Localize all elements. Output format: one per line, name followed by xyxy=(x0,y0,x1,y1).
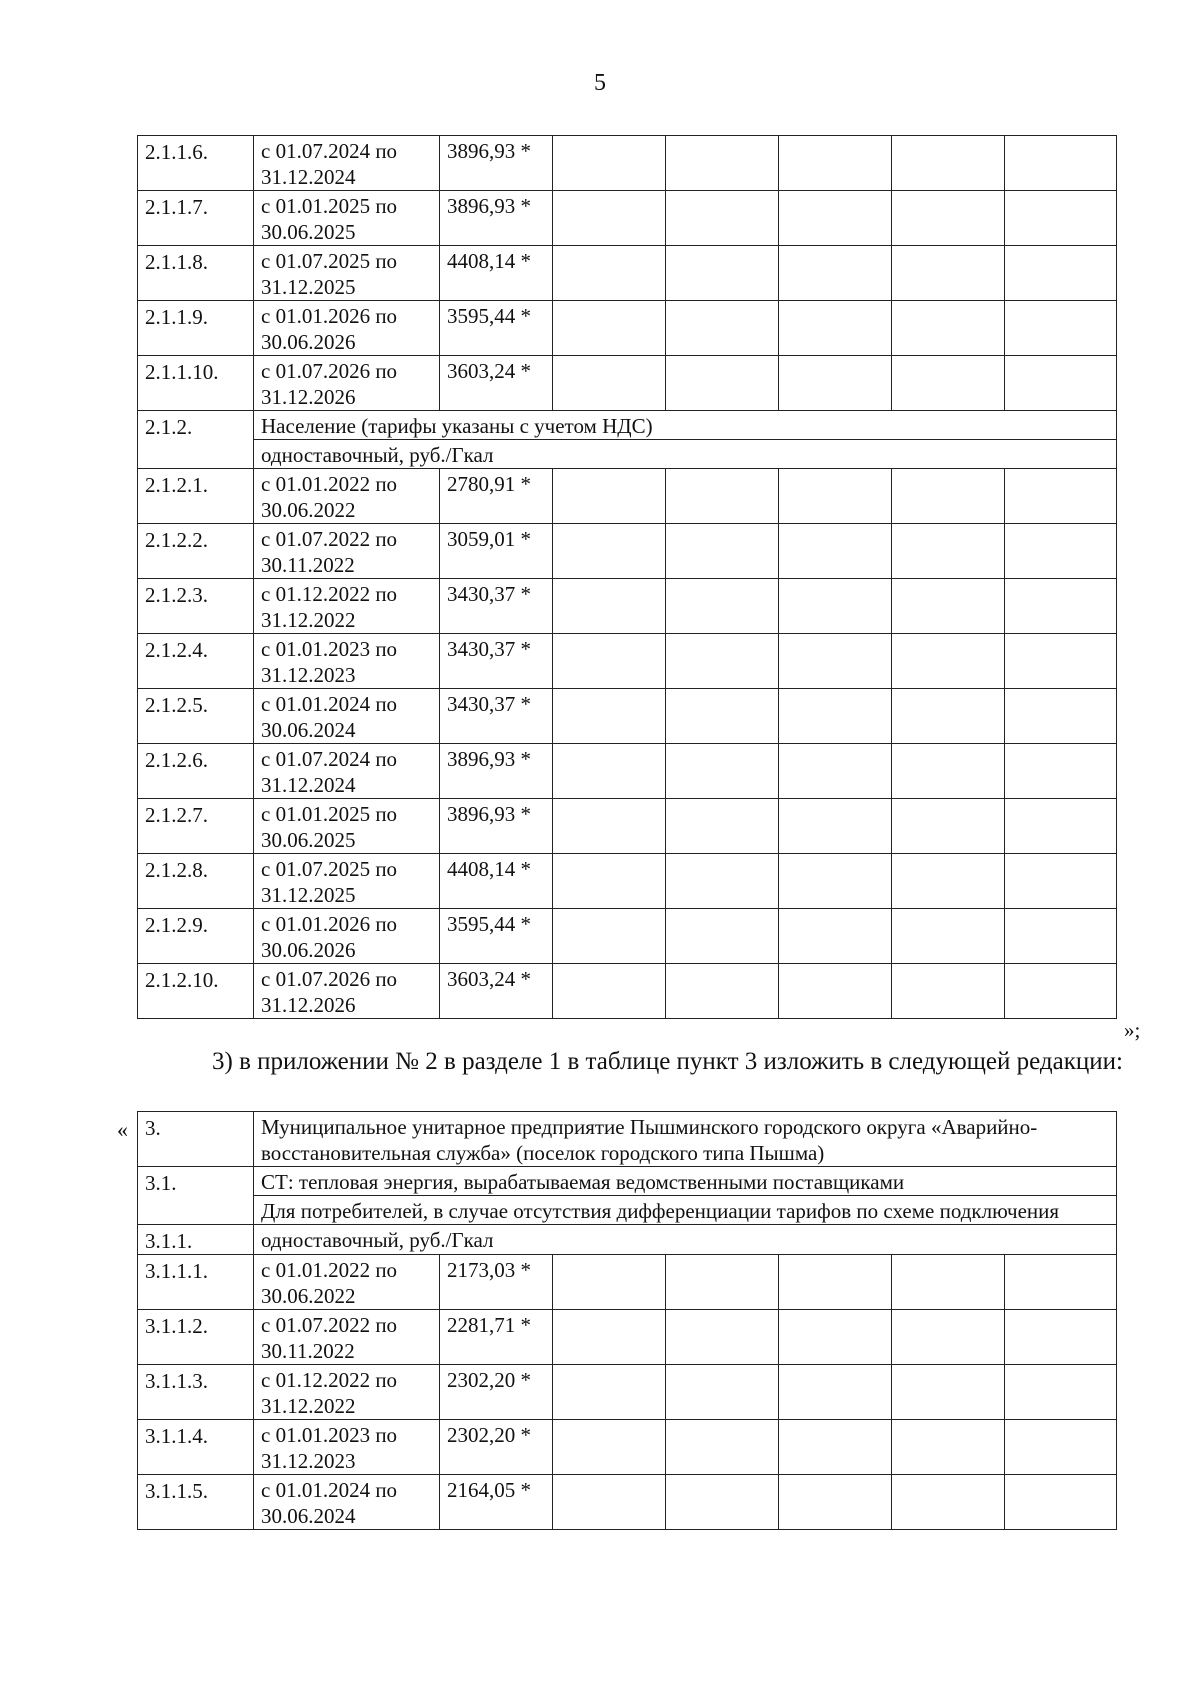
empty-cell xyxy=(1005,301,1117,356)
row-tariff-value: 3430,37 * xyxy=(440,689,553,744)
table-row xyxy=(138,964,1117,1019)
row-period: с 01.12.2022 по 31.12.2022 xyxy=(254,1365,440,1420)
empty-cell xyxy=(892,1310,1005,1365)
empty-cell xyxy=(553,964,666,1019)
row-number: 2.1.1.9. xyxy=(138,301,254,356)
empty-cell xyxy=(892,964,1005,1019)
rate-title: одноставочный, руб./Гкал xyxy=(254,1225,1117,1255)
table-row xyxy=(138,854,1117,909)
row-period: с 01.07.2024 по 31.12.2024 xyxy=(254,744,440,799)
st-number: 3.1. xyxy=(138,1167,254,1225)
row-tariff-value: 3896,93 * xyxy=(440,799,553,854)
empty-cell xyxy=(666,524,779,579)
empty-cell xyxy=(553,246,666,301)
row-period: с 01.12.2022 по 31.12.2022 xyxy=(254,579,440,634)
empty-cell xyxy=(553,799,666,854)
row-tariff-value: 4408,14 * xyxy=(440,246,553,301)
empty-cell xyxy=(1005,1310,1117,1365)
empty-cell xyxy=(779,191,892,246)
table1-body-b xyxy=(138,469,1117,1019)
section-subtitle: одноставочный, руб./Гкал xyxy=(254,440,1117,469)
empty-cell xyxy=(892,634,1005,689)
empty-cell xyxy=(892,469,1005,524)
empty-cell xyxy=(779,909,892,964)
table-row xyxy=(138,356,1117,411)
row-number: 2.1.2.1. xyxy=(138,469,254,524)
tariff-table-continued xyxy=(137,135,1117,1019)
table-row xyxy=(138,634,1117,689)
row-tariff-value: 3896,93 * xyxy=(440,191,553,246)
row-tariff-value: 3603,24 * xyxy=(440,964,553,1019)
row-number: 3.1.1.3. xyxy=(138,1365,254,1420)
empty-cell xyxy=(892,356,1005,411)
table-row xyxy=(138,246,1117,301)
row-number: 2.1.2.10. xyxy=(138,964,254,1019)
empty-cell xyxy=(779,469,892,524)
empty-cell xyxy=(1005,246,1117,301)
row-period: с 01.07.2026 по 31.12.2026 xyxy=(254,964,440,1019)
empty-cell xyxy=(779,744,892,799)
st-title: СТ: тепловая энергия, вырабатываемая ведомственными поставщиками xyxy=(254,1167,1117,1196)
row-tariff-value: 2780,91 * xyxy=(440,469,553,524)
empty-cell xyxy=(779,1475,892,1530)
row-period: с 01.01.2023 по 31.12.2023 xyxy=(254,634,440,689)
rate-row xyxy=(138,1225,1117,1255)
table-row xyxy=(138,469,1117,524)
table1-body-a xyxy=(138,136,1117,411)
amendment-text: 3) в приложении № 2 в разделе 1 в таблице пункт 3 изложить в следующей редакции: xyxy=(212,1048,1123,1075)
empty-cell xyxy=(892,246,1005,301)
row-number: 3.1.1.5. xyxy=(138,1475,254,1530)
empty-cell xyxy=(553,1420,666,1475)
rate-number: 3.1.1. xyxy=(138,1225,254,1255)
empty-cell xyxy=(1005,1475,1117,1530)
row-number: 3.1.1.4. xyxy=(138,1420,254,1475)
empty-cell xyxy=(666,1420,779,1475)
row-tariff-value: 2173,03 * xyxy=(440,1255,553,1310)
row-period: с 01.01.2023 по 31.12.2023 xyxy=(254,1420,440,1475)
table-row xyxy=(138,1475,1117,1530)
tariff-table-new xyxy=(137,1111,1117,1530)
empty-cell xyxy=(779,1310,892,1365)
empty-cell xyxy=(1005,799,1117,854)
row-tariff-value: 3059,01 * xyxy=(440,524,553,579)
table-row xyxy=(138,1310,1117,1365)
org-row xyxy=(138,1112,1117,1167)
empty-cell xyxy=(553,136,666,191)
empty-cell xyxy=(892,1475,1005,1530)
section-title: Население (тарифы указаны с учетом НДС) xyxy=(254,411,1117,440)
row-tariff-value: 2281,71 * xyxy=(440,1310,553,1365)
empty-cell xyxy=(892,909,1005,964)
row-number: 2.1.2.9. xyxy=(138,909,254,964)
empty-cell xyxy=(553,1475,666,1530)
empty-cell xyxy=(1005,524,1117,579)
org-name: Муниципальное унитарное предприятие Пышминского городского округа «Аварийно-восстановительная служба» (поселок городского типа Пышма) xyxy=(254,1112,1117,1167)
empty-cell xyxy=(779,1255,892,1310)
empty-cell xyxy=(1005,964,1117,1019)
empty-cell xyxy=(553,1310,666,1365)
empty-cell xyxy=(892,1365,1005,1420)
empty-cell xyxy=(666,634,779,689)
empty-cell xyxy=(779,356,892,411)
row-number: 2.1.2.2. xyxy=(138,524,254,579)
empty-cell xyxy=(553,634,666,689)
row-number: 2.1.1.7. xyxy=(138,191,254,246)
row-number: 2.1.2.7. xyxy=(138,799,254,854)
empty-cell xyxy=(666,579,779,634)
empty-cell xyxy=(892,524,1005,579)
empty-cell xyxy=(666,964,779,1019)
empty-cell xyxy=(1005,909,1117,964)
table1-section xyxy=(138,411,1117,469)
row-tariff-value: 3595,44 * xyxy=(440,301,553,356)
empty-cell xyxy=(666,1475,779,1530)
row-number: 2.1.1.6. xyxy=(138,136,254,191)
table-row xyxy=(138,1255,1117,1310)
empty-cell xyxy=(892,1255,1005,1310)
empty-cell xyxy=(666,191,779,246)
row-period: с 01.01.2025 по 30.06.2025 xyxy=(254,191,440,246)
row-tariff-value: 3896,93 * xyxy=(440,136,553,191)
empty-cell xyxy=(1005,854,1117,909)
section-header-row xyxy=(138,411,1117,440)
empty-cell xyxy=(892,579,1005,634)
row-period: с 01.01.2024 по 30.06.2024 xyxy=(254,689,440,744)
amendment-paragraph xyxy=(152,1047,1162,1077)
empty-cell xyxy=(666,744,779,799)
empty-cell xyxy=(1005,191,1117,246)
row-period: с 01.07.2025 по 31.12.2025 xyxy=(254,854,440,909)
st-subtitle-row xyxy=(138,1196,1117,1225)
table-row xyxy=(138,301,1117,356)
empty-cell xyxy=(553,1255,666,1310)
empty-cell xyxy=(553,469,666,524)
row-tariff-value: 3603,24 * xyxy=(440,356,553,411)
empty-cell xyxy=(779,689,892,744)
empty-cell xyxy=(553,191,666,246)
row-number: 3.1.1.1. xyxy=(138,1255,254,1310)
row-period: с 01.01.2026 по 30.06.2026 xyxy=(254,301,440,356)
st-title-row xyxy=(138,1167,1117,1196)
table-row xyxy=(138,136,1117,191)
empty-cell xyxy=(666,799,779,854)
empty-cell xyxy=(892,136,1005,191)
empty-cell xyxy=(779,854,892,909)
empty-cell xyxy=(666,1310,779,1365)
row-period: с 01.01.2026 по 30.06.2026 xyxy=(254,909,440,964)
table2-header xyxy=(138,1112,1117,1255)
org-number: 3. xyxy=(138,1112,254,1167)
table-row xyxy=(138,524,1117,579)
empty-cell xyxy=(553,524,666,579)
section-number: 2.1.2. xyxy=(138,411,254,469)
row-tariff-value: 4408,14 * xyxy=(440,854,553,909)
empty-cell xyxy=(666,1255,779,1310)
empty-cell xyxy=(666,909,779,964)
table-row xyxy=(138,744,1117,799)
row-period: с 01.01.2022 по 30.06.2022 xyxy=(254,1255,440,1310)
empty-cell xyxy=(892,301,1005,356)
empty-cell xyxy=(553,744,666,799)
empty-cell xyxy=(553,356,666,411)
row-number: 2.1.2.3. xyxy=(138,579,254,634)
empty-cell xyxy=(779,579,892,634)
page-number: 5 xyxy=(594,70,606,96)
closing-quote-mark: »; xyxy=(1124,1018,1141,1042)
row-number: 2.1.2.4. xyxy=(138,634,254,689)
row-period: с 01.07.2022 по 30.11.2022 xyxy=(254,524,440,579)
empty-cell xyxy=(553,579,666,634)
table-row xyxy=(138,579,1117,634)
row-tariff-value: 3430,37 * xyxy=(440,579,553,634)
st-subtitle: Для потребителей, в случае отсутствия дифференциации тарифов по схеме подключения xyxy=(254,1196,1117,1225)
empty-cell xyxy=(1005,1365,1117,1420)
empty-cell xyxy=(892,689,1005,744)
empty-cell xyxy=(1005,579,1117,634)
empty-cell xyxy=(666,136,779,191)
empty-cell xyxy=(779,1365,892,1420)
empty-cell xyxy=(666,246,779,301)
table-row xyxy=(138,799,1117,854)
empty-cell xyxy=(553,1365,666,1420)
row-period: с 01.01.2025 по 30.06.2025 xyxy=(254,799,440,854)
empty-cell xyxy=(1005,356,1117,411)
empty-cell xyxy=(779,524,892,579)
empty-cell xyxy=(1005,689,1117,744)
empty-cell xyxy=(892,799,1005,854)
row-period: с 01.07.2024 по 31.12.2024 xyxy=(254,136,440,191)
empty-cell xyxy=(779,136,892,191)
empty-cell xyxy=(666,854,779,909)
row-period: с 01.07.2025 по 31.12.2025 xyxy=(254,246,440,301)
row-tariff-value: 2302,20 * xyxy=(440,1365,553,1420)
row-number: 2.1.1.8. xyxy=(138,246,254,301)
empty-cell xyxy=(666,469,779,524)
row-number: 2.1.1.10. xyxy=(138,356,254,411)
empty-cell xyxy=(666,301,779,356)
table-row xyxy=(138,1420,1117,1475)
empty-cell xyxy=(892,744,1005,799)
empty-cell xyxy=(892,1420,1005,1475)
row-period: с 01.01.2022 по 30.06.2022 xyxy=(254,469,440,524)
row-number: 2.1.2.6. xyxy=(138,744,254,799)
row-period: с 01.07.2026 по 31.12.2026 xyxy=(254,356,440,411)
table-row xyxy=(138,191,1117,246)
empty-cell xyxy=(779,964,892,1019)
empty-cell xyxy=(1005,136,1117,191)
empty-cell xyxy=(1005,1255,1117,1310)
table2-body xyxy=(138,1255,1117,1530)
section-subtitle-row xyxy=(138,440,1117,469)
row-tariff-value: 3595,44 * xyxy=(440,909,553,964)
empty-cell xyxy=(553,689,666,744)
row-tariff-value: 2164,05 * xyxy=(440,1475,553,1530)
row-number: 2.1.2.5. xyxy=(138,689,254,744)
opening-quote-mark: « xyxy=(117,1117,128,1142)
table-row xyxy=(138,1365,1117,1420)
row-period: с 01.07.2022 по 30.11.2022 xyxy=(254,1310,440,1365)
row-tariff-value: 3430,37 * xyxy=(440,634,553,689)
empty-cell xyxy=(1005,469,1117,524)
empty-cell xyxy=(779,246,892,301)
empty-cell xyxy=(666,689,779,744)
empty-cell xyxy=(553,854,666,909)
empty-cell xyxy=(892,854,1005,909)
table-row xyxy=(138,689,1117,744)
empty-cell xyxy=(1005,744,1117,799)
empty-cell xyxy=(779,799,892,854)
row-tariff-value: 2302,20 * xyxy=(440,1420,553,1475)
row-tariff-value: 3896,93 * xyxy=(440,744,553,799)
empty-cell xyxy=(666,1365,779,1420)
empty-cell xyxy=(1005,634,1117,689)
empty-cell xyxy=(779,1420,892,1475)
empty-cell xyxy=(666,356,779,411)
empty-cell xyxy=(892,191,1005,246)
empty-cell xyxy=(553,301,666,356)
table-row xyxy=(138,909,1117,964)
row-period: с 01.01.2024 по 30.06.2024 xyxy=(254,1475,440,1530)
empty-cell xyxy=(1005,1420,1117,1475)
empty-cell xyxy=(553,909,666,964)
row-number: 2.1.2.8. xyxy=(138,854,254,909)
empty-cell xyxy=(779,634,892,689)
empty-cell xyxy=(779,301,892,356)
row-number: 3.1.1.2. xyxy=(138,1310,254,1365)
